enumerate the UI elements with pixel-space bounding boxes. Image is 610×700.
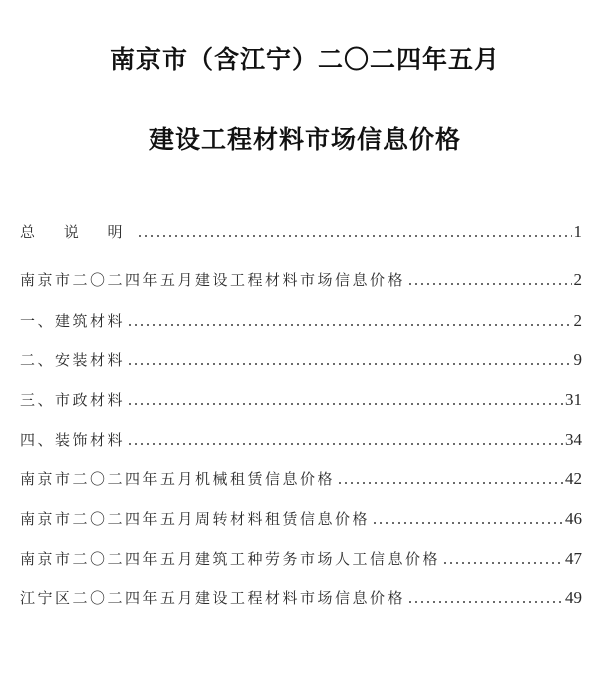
toc-entry-label: 江宁区二〇二四年五月建设工程材料市场信息价格 [20,589,406,607]
toc-entry-page: 47 [565,549,582,568]
toc-entry-turnover-materials-rental[interactable] [20,505,582,529]
toc-entry-page: 46 [565,509,582,528]
toc-entry-page: 42 [565,469,582,488]
toc-entry-label: 南京市二〇二四年五月周转材料租赁信息价格 [20,510,371,528]
toc-entry-decoration-materials[interactable] [20,426,582,450]
toc-entry-page: 34 [565,430,582,449]
toc-entry-labor-prices[interactable] [20,545,582,569]
toc-dot-leader [127,363,571,365]
toc-entry-jiangning-materials[interactable] [20,584,582,608]
toc-entry-building-materials[interactable] [20,307,582,331]
toc-entry-label: 南京市二〇二四年五月机械租赁信息价格 [20,470,336,488]
toc-entry-label: 南京市二〇二四年五月建筑工种劳务市场人工信息价格 [20,550,441,568]
toc-entry-page: 49 [565,588,582,607]
toc-entry-page: 9 [573,350,582,369]
toc-entry-label: 南京市二〇二四年五月建设工程材料市场信息价格 [20,271,406,289]
toc-entry-page: 2 [573,311,582,330]
toc-entry-page: 2 [573,270,582,289]
toc-entry-page: 31 [565,390,582,409]
toc-entry-label: 一、建筑材料 [20,312,126,330]
toc-entry-label: 二、安装材料 [20,351,126,369]
toc-dot-leader [372,522,563,524]
toc-entry-page: 1 [573,222,582,241]
document-title-line2: 建设工程材料市场信息价格 [148,125,461,154]
toc-dot-leader [127,324,571,326]
toc-dot-leader [337,482,563,484]
toc-dot-leader [137,235,572,237]
toc-entry-nanjing-materials[interactable] [20,266,582,290]
toc-entry-general-notes[interactable] [20,218,582,242]
toc-dot-leader [127,403,563,405]
document-title-line1: 南京市（含江宁）二〇二四年五月 [109,45,500,74]
toc-dot-leader [127,443,563,445]
toc-entry-machinery-rental[interactable] [20,465,582,489]
toc-entry-installation-materials[interactable] [20,346,582,370]
toc-entry-label: 三、市政材料 [20,391,126,409]
toc-dot-leader [407,283,571,285]
toc-dot-leader [407,601,563,603]
toc-entry-municipal-materials[interactable] [20,386,582,410]
toc-entry-label: 四、装饰材料 [20,431,126,449]
toc-dot-leader [442,562,563,564]
toc-entry-label: 总 说 明 [20,223,135,241]
